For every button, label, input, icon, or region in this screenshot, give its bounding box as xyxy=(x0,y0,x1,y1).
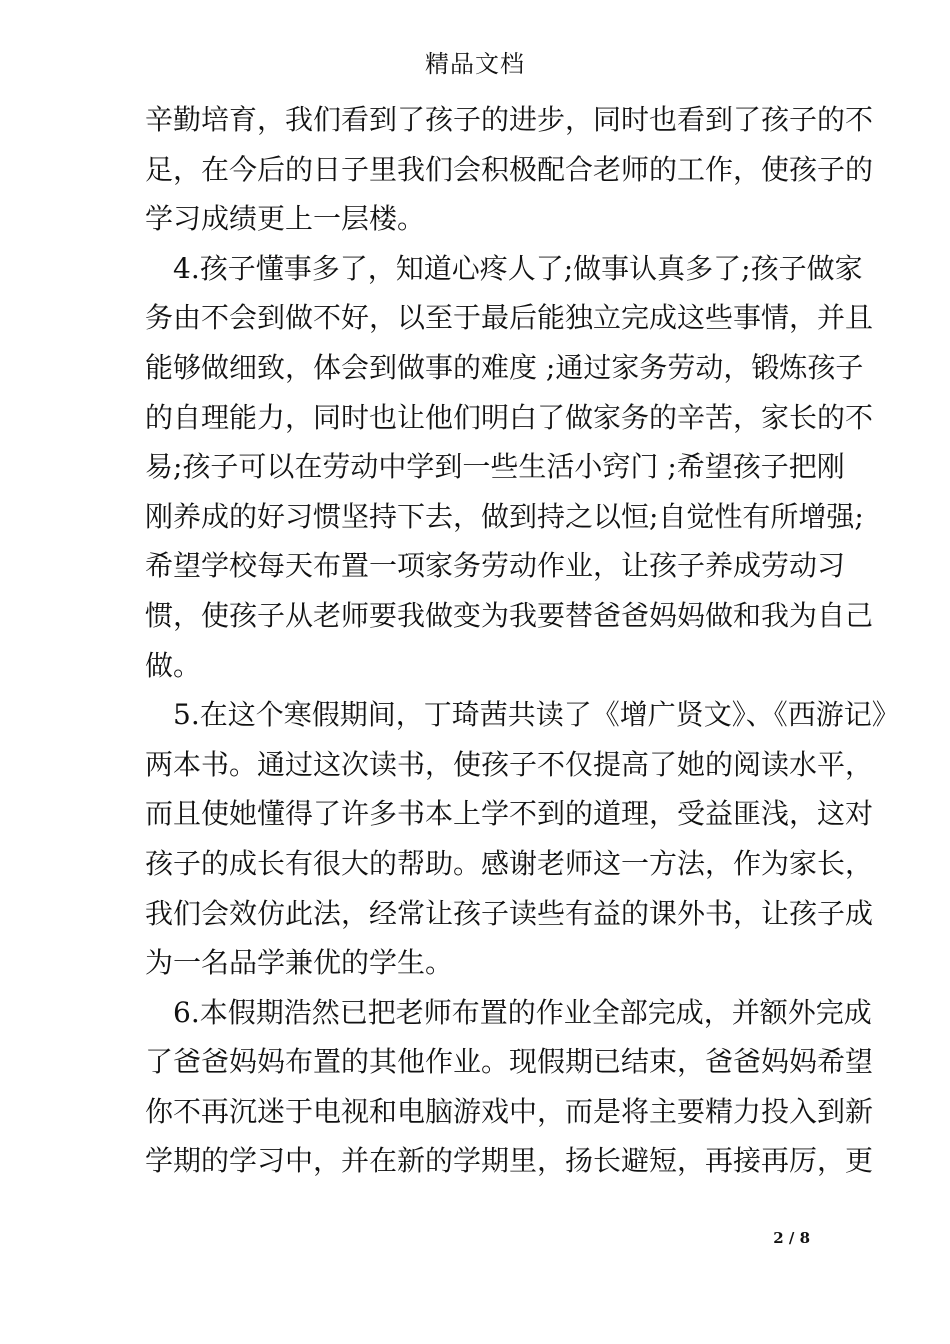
text-line: 6.本假期浩然已把老师布置的作业全部完成，并额外完成 xyxy=(173,995,872,1029)
text-line: 足，在今后的日子里我们会积极配合老师的工作，使孩子的 xyxy=(145,152,874,186)
text-line: 惯，使孩子从老师要我做变为我要替爸爸妈妈做和我为自己 xyxy=(145,598,874,632)
text-line: 而且使她懂得了许多书本上学不到的道理，受益匪浅，这对 xyxy=(145,797,874,831)
page-header-title: 精品文档 xyxy=(425,50,525,78)
text-line: 为一名品学兼优的学生。 xyxy=(145,946,454,980)
text-line: 能够做细致，体会到做事的难度 ;通过家务劳动，锻炼孩子 xyxy=(145,350,864,384)
text-line: 5.在这个寒假期间，丁琦茜共读了《增广贤文》、《西游记》 xyxy=(173,698,900,732)
text-line: 学习成绩更上一层楼。 xyxy=(145,202,426,236)
page-number: 2 / 8 xyxy=(773,1229,810,1247)
text-line: 两本书。通过这次读书，使孩子不仅提高了她的阅读水平， xyxy=(145,747,874,781)
document-body xyxy=(145,95,900,1186)
text-line: 了爸爸妈妈布置的其他作业。现假期已结束，爸爸妈妈希望 xyxy=(145,1045,874,1079)
text-line: 4.孩子懂事多了，知道心疼人了;做事认真多了;孩子做家 xyxy=(173,251,863,285)
text-line: 你不再沉迷于电视和电脑游戏中，而是将主要精力投入到新 xyxy=(145,1094,874,1128)
text-line: 孩子的成长有很大的帮助。感谢老师这一方法，作为家长， xyxy=(145,846,874,880)
text-line: 学期的学习中，并在新的学期里，扬长避短，再接再厉，更 xyxy=(145,1144,874,1178)
text-line: 辛勤培育，我们看到了孩子的进步，同时也看到了孩子的不 xyxy=(145,103,874,136)
text-line: 易;孩子可以在劳动中学到一些生活小窍门 ;希望孩子把刚 xyxy=(145,450,845,484)
text-line: 我们会效仿此法，经常让孩子读些有益的课外书，让孩子成 xyxy=(145,896,874,930)
text-line: 刚养成的好习惯坚持下去，做到持之以恒;自觉性有所增强; xyxy=(145,499,864,533)
text-line: 的自理能力，同时也让他们明白了做家务的辛苦，家长的不 xyxy=(145,400,874,434)
text-line: 做。 xyxy=(145,648,202,682)
text-line: 务由不会到做不好，以至于最后能独立完成这些事情，并且 xyxy=(145,301,874,335)
text-line: 希望学校每天布置一项家务劳动作业，让孩子养成劳动习 xyxy=(145,549,846,583)
